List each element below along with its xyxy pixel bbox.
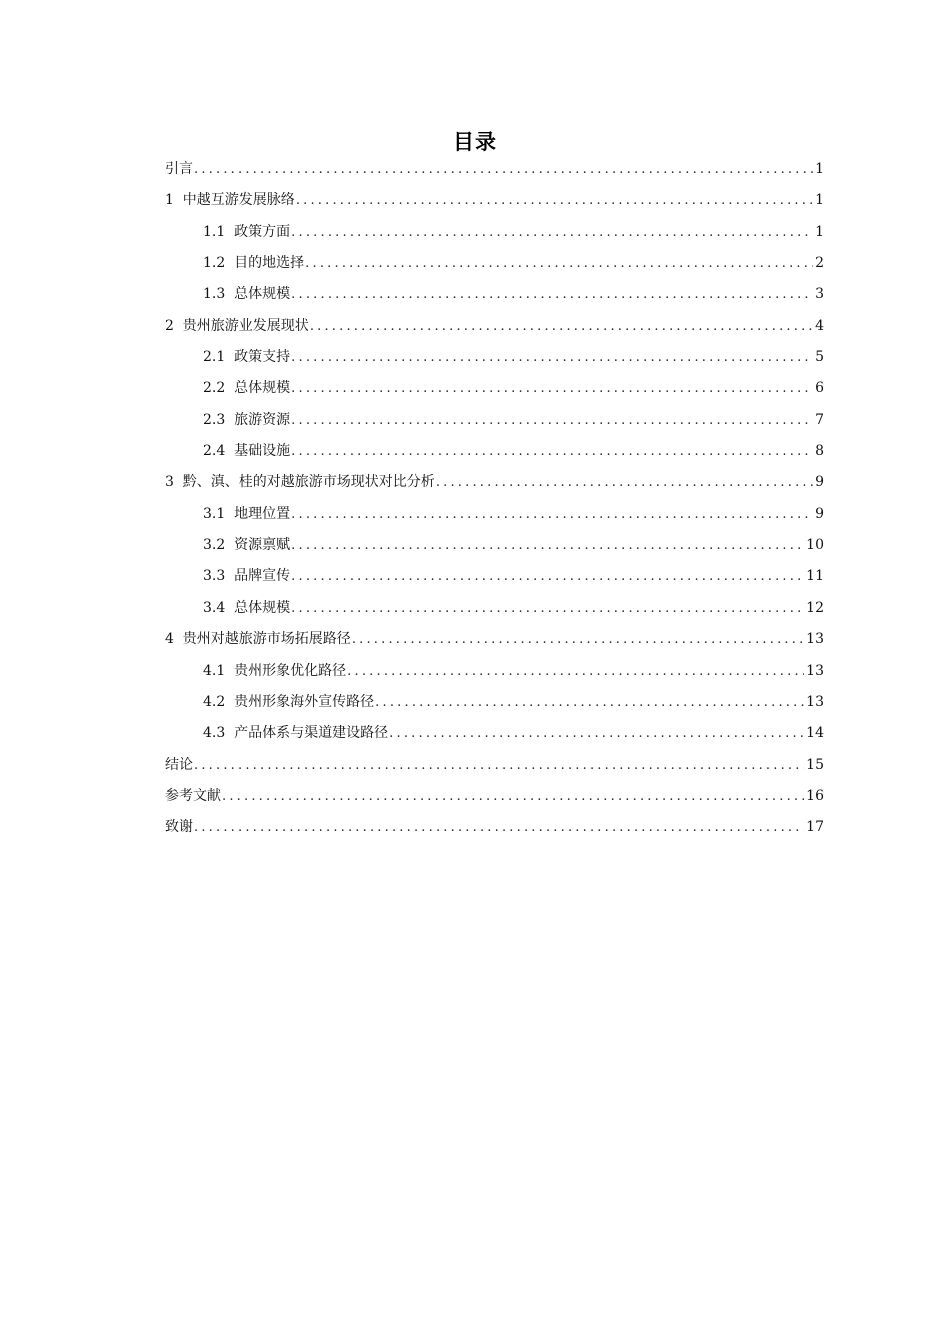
toc-entry-section-1-3[interactable] — [165, 282, 824, 313]
toc-page-number: 2 — [815, 255, 824, 272]
toc-page-number: 8 — [815, 443, 824, 460]
toc-entry-section-4-3[interactable] — [165, 721, 824, 752]
toc-entry-section-4-2[interactable] — [165, 690, 824, 721]
toc-title: 目录 — [453, 130, 497, 154]
toc-entry-label: 参考文献 — [165, 787, 221, 804]
toc-dot-leader — [389, 722, 804, 746]
toc-dot-leader — [222, 785, 804, 809]
toc-dot-leader — [436, 471, 813, 495]
toc-entry-section-1-1[interactable] — [165, 220, 824, 251]
toc-dot-leader — [291, 346, 813, 370]
toc-entry-label: 3.1 地理位置 — [203, 505, 291, 522]
toc-page-number: 3 — [815, 286, 824, 303]
toc-page-number: 12 — [806, 599, 824, 616]
toc-page-number: 5 — [815, 349, 824, 366]
toc-entry-section-3-3[interactable] — [165, 564, 824, 595]
toc-dot-leader — [291, 377, 813, 401]
toc-entry-label: 2.1 政策支持 — [203, 349, 291, 366]
toc-page-number: 17 — [806, 819, 824, 836]
toc-entry-acknowledgements[interactable] — [165, 815, 824, 846]
toc-dot-leader — [194, 816, 804, 840]
toc-entry-label: 3.4 总体规模 — [203, 599, 291, 616]
toc-entry-section-3-2[interactable] — [165, 533, 824, 564]
toc-dot-leader — [291, 440, 813, 464]
toc-page-number: 9 — [815, 474, 824, 491]
toc-entry-label: 1.3 总体规模 — [203, 286, 291, 303]
toc-entry-chapter-4[interactable] — [165, 627, 824, 658]
toc-dot-leader — [291, 565, 804, 589]
toc-entry-label: 3.3 品牌宣传 — [203, 568, 291, 585]
toc-dot-leader — [305, 252, 813, 276]
toc-page-number: 6 — [815, 380, 824, 397]
toc-entry-chapter-1[interactable] — [165, 188, 824, 219]
toc-page-number: 14 — [806, 725, 824, 742]
toc-dot-leader — [194, 754, 804, 778]
toc-entry-section-2-3[interactable] — [165, 408, 824, 439]
toc-entry-label: 3 黔、滇、桂的对越旅游市场现状对比分析 — [165, 474, 435, 491]
toc-entry-label: 4.1 贵州形象优化路径 — [203, 662, 347, 679]
toc-page-number: 9 — [815, 505, 824, 522]
toc-entry-label: 引言 — [165, 161, 193, 177]
toc-entry-label: 致谢 — [165, 819, 193, 836]
toc-page-number: 15 — [806, 756, 824, 773]
toc-entry-label: 2 贵州旅游业发展现状 — [165, 317, 309, 334]
toc-page-number: 7 — [815, 411, 824, 428]
toc-page-number: 16 — [806, 787, 824, 804]
toc-entry-section-2-2[interactable] — [165, 376, 824, 407]
toc-dot-leader — [352, 628, 804, 652]
toc-entry-chapter-2[interactable] — [165, 314, 824, 345]
toc-entry-conclusion[interactable] — [165, 753, 824, 784]
toc-entry-label: 3.2 资源禀赋 — [203, 537, 291, 554]
toc-entry-section-3-1[interactable] — [165, 502, 824, 533]
toc-entry-section-3-4[interactable] — [165, 596, 824, 627]
toc-page-number: 1 — [815, 223, 824, 240]
toc-page-number: 13 — [806, 631, 824, 648]
toc-dot-leader — [296, 189, 813, 213]
toc-entry-references[interactable] — [165, 784, 824, 815]
toc-page-number: 11 — [806, 568, 824, 585]
toc-dot-leader — [375, 691, 804, 715]
toc-page-number: 1 — [815, 192, 824, 209]
toc-entry-chapter-3[interactable] — [165, 470, 824, 501]
toc-dot-leader — [310, 315, 813, 339]
toc-dot-leader — [291, 221, 813, 245]
toc-dot-leader — [291, 283, 813, 307]
toc-entry-label: 1.1 政策方面 — [203, 223, 291, 240]
toc-entry-label: 4.3 产品体系与渠道建设路径 — [203, 725, 389, 742]
toc-page-number: 13 — [806, 693, 824, 710]
toc-dot-leader — [194, 158, 813, 182]
toc-entry-label: 1.2 目的地选择 — [203, 255, 305, 272]
toc-page-number: 4 — [815, 317, 824, 334]
toc-entry-section-2-4[interactable] — [165, 439, 824, 470]
toc-dot-leader — [347, 660, 804, 684]
toc-entry-introduction[interactable] — [165, 157, 824, 188]
toc-entry-label: 结论 — [165, 756, 193, 773]
toc-dot-leader — [291, 409, 813, 433]
toc-entry-label: 4.2 贵州形象海外宣传路径 — [203, 693, 375, 710]
toc-entry-label: 2.4 基础设施 — [203, 443, 291, 460]
toc-page-number: 10 — [806, 537, 824, 554]
table-of-contents — [165, 157, 824, 847]
toc-dot-leader — [291, 534, 804, 558]
toc-entry-label: 2.2 总体规模 — [203, 380, 291, 397]
toc-page-number: 13 — [806, 662, 824, 679]
toc-page-number: 1 — [815, 161, 824, 177]
toc-entry-section-4-1[interactable] — [165, 659, 824, 690]
toc-entry-section-2-1[interactable] — [165, 345, 824, 376]
toc-dot-leader — [291, 597, 804, 621]
toc-entry-section-1-2[interactable] — [165, 251, 824, 282]
toc-entry-label: 4 贵州对越旅游市场拓展路径 — [165, 631, 351, 648]
toc-entry-label: 1 中越互游发展脉络 — [165, 192, 295, 209]
toc-dot-leader — [291, 503, 813, 527]
toc-entry-label: 2.3 旅游资源 — [203, 411, 291, 428]
